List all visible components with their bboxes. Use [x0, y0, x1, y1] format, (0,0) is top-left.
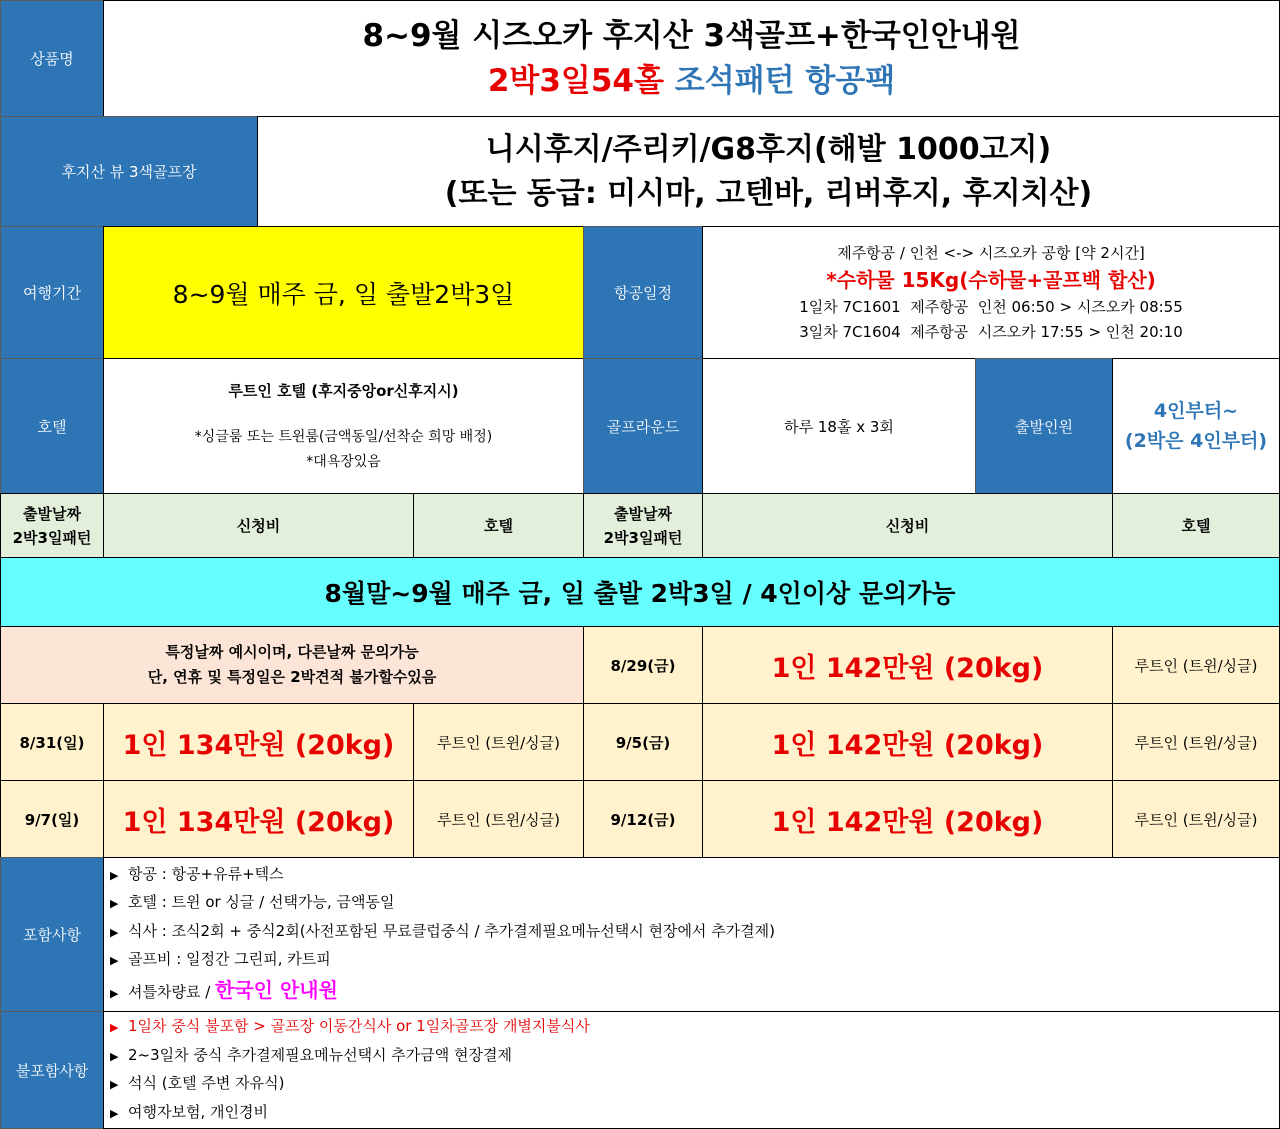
- excluded-item-text: 여행자보험, 개인경비: [128, 1102, 268, 1121]
- excluded-item: [110, 1013, 590, 1042]
- included-item-text: 골프비 : 일정간 그린피, 카트피: [128, 950, 331, 968]
- departure-people-cell: [1112, 358, 1280, 494]
- hotel-label: [0, 358, 104, 494]
- triangle-right-icon: ▶: [110, 954, 119, 967]
- right-row-1-date: [583, 626, 703, 704]
- banner: [0, 557, 1280, 627]
- product-title: 8~9월 시즈오카 후지산 3색골프+한국인안내원: [362, 17, 1021, 54]
- product-label-text: 상품명: [30, 50, 74, 68]
- hotel-note1: *싱글룸 또는 트윈룸(금액동일/선착순 희망 배정): [194, 429, 493, 445]
- right-row-3-date: [583, 780, 703, 858]
- header-hotel-left-text: 호텔: [484, 516, 513, 535]
- header-date-left-line1: 출발날짜: [23, 504, 81, 523]
- left-row-2-price-text: 1인 134만원 (20kg): [122, 806, 395, 838]
- included-item-text: 식사 : 조식2회 + 중식2회(사전포함된 무료클럽중식 / 추가결제필요메뉴선택시 현장에서 추가결제): [128, 921, 776, 940]
- product-subtitle-blue: 조석패턴 항공팩: [674, 62, 896, 99]
- header-fee-left: [103, 493, 414, 558]
- triangle-right-icon: ▶: [110, 1049, 119, 1063]
- right-row-3-date-text: 9/12(금): [610, 810, 676, 829]
- left-row-2-price: [103, 780, 414, 858]
- excluded-item: [110, 1070, 590, 1099]
- hotel-name: 루트인 호텔 (후지중앙or신후지시): [228, 382, 459, 400]
- excluded-item-text: 2~3일차 중식 추가결제필요메뉴선택시 추가금액 현장결제: [128, 1045, 512, 1064]
- excluded-list: [110, 1013, 590, 1127]
- included-item-text: 호텔 : 트윈 or 싱글 / 선택가능, 금액동일: [128, 893, 395, 911]
- left-row-1-hotel: [413, 703, 584, 781]
- departure-people-line2: (2박은 4인부터): [1124, 430, 1268, 452]
- left-row-2-date-text: 9/7(일): [24, 810, 80, 829]
- golf-course-line2: (또는 동급: 미시마, 고텐바, 리버후지, 후지치산): [444, 175, 1093, 211]
- header-fee-left-text: 신청비: [236, 516, 281, 535]
- note-line1: 특정날짜 예시이며, 다른날짜 문의가능: [165, 643, 419, 661]
- flight-label-text: 항공일정: [614, 284, 672, 302]
- right-row-2-price: [702, 703, 1113, 781]
- product-title-cell: [103, 0, 1280, 117]
- left-row-2-hotel-text: 루트인 (트윈/싱글): [437, 810, 560, 829]
- left-row-2-hotel: [413, 780, 584, 858]
- departure-people-line1: 4인부터~: [1153, 400, 1239, 422]
- left-row-1-price-text: 1인 134만원 (20kg): [122, 729, 395, 761]
- golf-course-cell: [257, 116, 1280, 227]
- excluded-label: [0, 1011, 104, 1129]
- header-date-left: [0, 493, 104, 558]
- excluded-label-text: 불포함사항: [15, 1061, 89, 1080]
- golf-course-line1: 니시후지/주리키/G8후지(해발 1000고지): [485, 131, 1052, 167]
- right-row-1-price-text: 1인 142만원 (20kg): [771, 652, 1044, 684]
- right-row-3-hotel: [1112, 780, 1280, 858]
- hotel-cell: [103, 358, 584, 494]
- flight-route: 제주항공 / 인천 <-> 시즈오카 공항 [약 2시간]: [837, 243, 1145, 262]
- included-item: [110, 975, 775, 1009]
- triangle-right-icon: ▶: [110, 868, 119, 882]
- golf-round-label: [583, 358, 703, 494]
- excluded-item-text: 석식 (호텔 주변 자유식): [128, 1074, 285, 1092]
- included-shuttle-highlight: 한국인 안내원: [215, 977, 338, 1002]
- period-label: [0, 226, 104, 359]
- excluded-cell: [103, 1011, 1280, 1129]
- included-list: [110, 861, 775, 1009]
- flight-baggage: *수하물 15Kg(수하물+골프백 합산): [826, 267, 1156, 292]
- included-label: [0, 857, 104, 1012]
- right-row-3-price: [702, 780, 1113, 858]
- right-row-1-price: [702, 626, 1113, 704]
- note-cell: [0, 626, 584, 704]
- product-subtitle-red: 2박3일54홀: [487, 62, 664, 99]
- departure-people-label: [975, 358, 1113, 494]
- flight-day3: 3일차 7C1604 제주항공 시즈오카 17:55 > 인천 20:10: [799, 322, 1183, 341]
- right-row-2-price-text: 1인 142만원 (20kg): [771, 729, 1044, 761]
- period-value: 8~9월 매주 금, 일 출발2박3일: [172, 279, 515, 309]
- triangle-right-icon: ▶: [110, 897, 119, 910]
- header-date-right: [583, 493, 703, 558]
- product-label: [0, 0, 104, 117]
- period-cell: [103, 226, 584, 359]
- golf-round-cell: [702, 358, 976, 494]
- hotel-label-text: 호텔: [37, 417, 67, 436]
- included-item-text: 항공 : 항공+유류+텍스: [128, 864, 284, 883]
- left-row-1-date-text: 8/31(일): [19, 733, 85, 752]
- golf-course-label: [0, 116, 258, 227]
- included-item: [110, 918, 775, 947]
- excluded-item: [110, 1099, 590, 1128]
- included-label-text: 포함사항: [23, 926, 81, 944]
- included-item: [110, 946, 775, 975]
- triangle-right-icon: ▶: [110, 1078, 119, 1091]
- excluded-item: [110, 1042, 590, 1071]
- header-date-left-line2: 2박3일패턴: [12, 528, 92, 547]
- included-item: [110, 861, 775, 890]
- right-row-1-hotel: [1112, 626, 1280, 704]
- flight-label: [583, 226, 703, 359]
- right-row-3-price-text: 1인 142만원 (20kg): [771, 806, 1044, 838]
- period-label-text: 여행기간: [23, 284, 81, 302]
- right-row-2-date: [583, 703, 703, 781]
- hotel-note2: *대욕장있음: [306, 454, 381, 470]
- right-row-2-hotel: [1112, 703, 1280, 781]
- triangle-right-icon: ▶: [110, 1021, 119, 1034]
- included-item: [110, 889, 775, 918]
- included-cell: [103, 857, 1280, 1012]
- excluded-item-text: 1일차 중식 불포함 > 골프장 이동간식사 or 1일차골프장 개별지불식사: [128, 1017, 590, 1035]
- golf-round-value: 하루 18홀 x 3회: [784, 417, 894, 436]
- header-fee-right: [702, 493, 1113, 558]
- triangle-right-icon: ▶: [110, 1106, 119, 1120]
- triangle-right-icon: ▶: [110, 925, 119, 939]
- product-subtitle: [488, 59, 895, 104]
- right-row-1-date-text: 8/29(금): [610, 656, 676, 675]
- header-hotel-right-text: 호텔: [1181, 516, 1211, 535]
- left-row-1-price: [103, 703, 414, 781]
- right-row-2-hotel-text: 루트인 (트윈/싱글): [1134, 733, 1258, 752]
- header-hotel-right: [1112, 493, 1280, 558]
- golf-course-label-text: 후지산 뷰 3색골프장: [61, 163, 197, 181]
- right-row-2-date-text: 9/5(금): [615, 733, 671, 752]
- golf-round-label-text: 골프라운드: [606, 417, 680, 436]
- header-date-right-line1: 출발날짜: [614, 504, 672, 523]
- header-fee-right-text: 신청비: [885, 516, 930, 535]
- included-shuttle-text: 셔틀차량료 /: [128, 982, 216, 1001]
- departure-people-label-text: 출발인원: [1015, 417, 1073, 436]
- right-row-1-hotel-text: 루트인 (트윈/싱글): [1134, 656, 1258, 675]
- flight-day1: 1일차 7C1601 제주항공 인천 06:50 > 시즈오카 08:55: [799, 297, 1183, 316]
- note-line2: 단, 연휴 및 특정일은 2박견적 불가할수있음: [147, 668, 437, 686]
- left-row-1-hotel-text: 루트인 (트윈/싱글): [437, 733, 560, 752]
- header-hotel-left: [413, 493, 584, 558]
- triangle-right-icon: ▶: [110, 986, 119, 1000]
- flight-cell: [702, 226, 1280, 359]
- left-row-2-date: [0, 780, 104, 858]
- right-row-3-hotel-text: 루트인 (트윈/싱글): [1134, 810, 1258, 829]
- header-date-right-line2: 2박3일패턴: [603, 528, 683, 547]
- banner-text: 8월말~9월 매주 금, 일 출발 2박3일 / 4인이상 문의가능: [324, 579, 956, 608]
- left-row-1-date: [0, 703, 104, 781]
